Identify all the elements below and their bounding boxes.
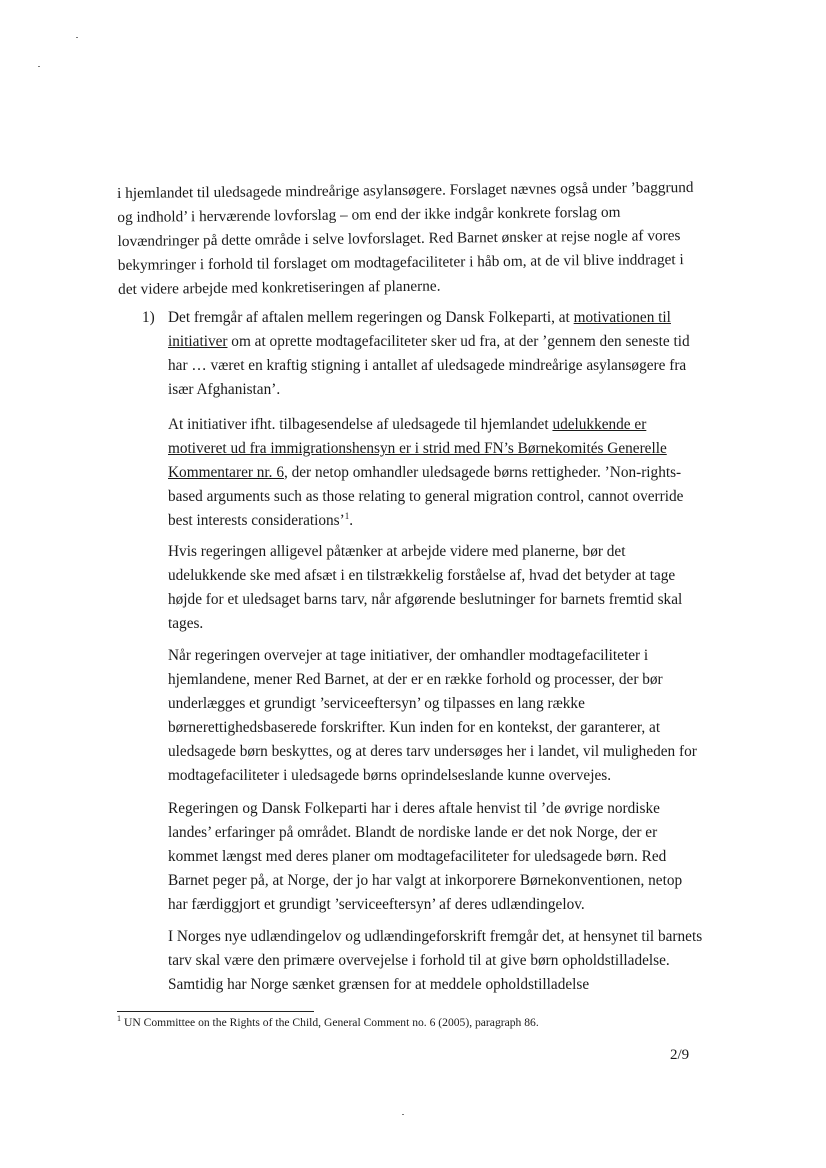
list-number: 1)	[142, 309, 155, 326]
item-paragraph-3: Hvis regeringen alligevel påtænker at arbejde videre med planerne, bør det udelukkende ske med afsæt i en tilstrækkelig forståelse af, hvad det betyder at tage højde for et uledsaget barns tarv, når afgørende beslutninger for barnets fremtid skal tages.	[168, 543, 683, 632]
item-paragraph-6: I Norges nye udlændingelov og udlændingeforskrift fremgår det, at hensynet til barnets tarv skal være den primære overvejelse i forhold til at give børn opholdstilladelse. Samtidig har Norge sænket grænsen for at meddele opholdstilladelse	[168, 928, 703, 993]
p1-underlined-text: motivationen til initiativer	[168, 309, 671, 350]
scan-speck	[402, 1114, 404, 1115]
p2-text-after: , der netop omhandler uledsagede børns rettigheder. ’Non-rights-based arguments such as those relating to general migration control, cannot override best interests considerations’	[168, 464, 684, 529]
scan-speck	[76, 37, 78, 38]
footnote-reference: 1	[344, 510, 350, 521]
footnote	[117, 1015, 539, 1031]
item-paragraph-5: Regeringen og Dansk Folkeparti har i deres aftale henvist til ’de øvrige nordiske landes’ erfaringer på området. Blandt de nordiske lande er det nok Norge, der er kommet længst med deres planer om modtagefaciliteter for uledsagede børn. Red Barnet peger på, at Norge, der jo har valgt at inkorporere Børnekonventionen, netop har færdiggjort et grundigt ’serviceeftersyn’ af deres udlændingelov.	[168, 800, 683, 913]
footnote-text: UN Committee on the Rights of the Child, General Comment no. 6 (2005), paragraph 86.	[124, 1016, 539, 1029]
item-paragraph-4: Når regeringen overvejer at tage initiativer, der omhandler modtagefaciliteter i hjemlandene, mener Red Barnet, at der er en række forhold og processer, der bør underlægges et grundigt ’serviceeftersyn’ og tilpasses en lang række børnerettighedsbaserede forskrifter. Kun inden for en kontekst, der garanterer, at uledsagede børn beskyttes, og at deres tarv undersøges her i landet, vil muligheden for modtagefaciliteter i uledsagede børns oprindelseslande kunne overvejes.	[168, 647, 697, 784]
page-number: 2/9	[670, 1047, 690, 1063]
intro-paragraph: i hjemlandet til uledsagede mindreårige asylansøgere. Forslaget nævnes også under ’baggrund og indhold’ i herværende lovforslag – om end der ikke indgår konkrete forslag om lovændringer på dette område i selve lovforslaget. Red Barnet ønsker at rejse nogle af vores bekymringer i forhold til forslaget om modtagefaciliteter i håb om, at de vil blive inddraget i det videre arbejde med konkretiseringen af planerne.	[117, 178, 694, 298]
footnote-separator	[117, 1011, 314, 1012]
item-paragraph-2	[168, 413, 704, 533]
p2-text-before: At initiativer ifht. tilbagesendelse af uledsagede til hjemlandet	[168, 416, 553, 433]
scan-speck	[38, 66, 40, 67]
p1-text-before: Det fremgår af aftalen mellem regeringen og Dansk Folkeparti, at	[168, 309, 574, 326]
p2-text-end: .	[349, 512, 354, 529]
footnote-mark: 1	[117, 1014, 121, 1024]
p2-underlined-text: udelukkende er motiveret ud fra immigrationshensyn er i strid med FN’s Børnekomités Generelle Kommentarer nr. 6	[168, 416, 667, 481]
p1-text-after: om at oprette modtagefaciliteter sker ud fra, at der ’gennem den seneste tid har … været en kraftig stigning i antallet af uledsagede mindreårige asylansøgere fra især Afghanistan’.	[168, 333, 690, 398]
item-paragraph-1	[168, 306, 704, 402]
